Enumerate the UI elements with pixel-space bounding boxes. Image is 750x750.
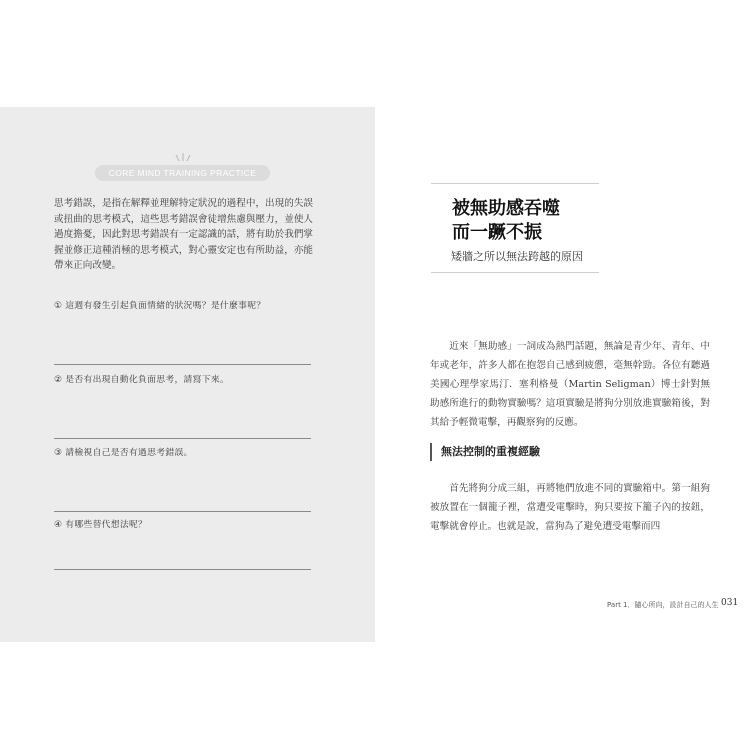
right-page [375, 107, 750, 642]
question-1: ① 這週有發生引起負面情緒的狀況嗎？是什麼事呢？ [54, 301, 266, 311]
question-3: ③ 請檢視自己是否有過思考錯誤。 [54, 448, 193, 458]
book-spread [0, 107, 750, 642]
answer-line-4 [54, 569, 311, 570]
question-4: ④ 有哪些替代想法呢？ [54, 520, 148, 530]
question-2: ② 是否有出現自動化負面思考，請寫下來。 [54, 375, 230, 385]
running-footer: Part 1．隨心所向，設計自己的人生 [607, 601, 719, 609]
title-line-2: 而一蹶不振 [452, 222, 542, 243]
left-page [0, 107, 375, 642]
body-paragraph-1: 近來「無助感」一詞成為熱門話題，無論是青少年、青年、中年或老年，許多人都在抱怨自己感到疲憊，毫無幹勁。各位有聽過美國心理學家馬汀．塞利格曼（Martin Seligman）博士針對無助感所進行的動物實驗嗎？這項實驗是將狗分別放進實驗箱後，對其給予輕微電擊，再觀察狗的反應。 [430, 341, 710, 428]
practice-label: CORE MIND TRAINING PRACTICE [95, 165, 270, 181]
chapter-subtitle: 矮牆之所以無法跨越的原因 [451, 250, 583, 263]
title-rule-top [431, 183, 599, 184]
answer-line-2 [54, 438, 311, 439]
intro-text: 思考錯誤，是指在解釋並理解特定狀況的過程中，出現的失誤或扭曲的思考模式，這些思考錯誤會徒增焦慮與壓力，並使人過度擔憂，因此對思考錯誤有一定認識的話，將有助於我們掌握並修正這種消極的思考模式，對心靈安定也有所助益，亦能帶來正向改變。 [54, 198, 314, 271]
answer-line-1 [54, 364, 311, 365]
title-line-1: 被無助感吞噬 [452, 198, 560, 219]
page-number: 031 [721, 598, 739, 608]
sparkle-icon [171, 152, 195, 164]
body-paragraph-2: 首先將狗分成三組，再將牠們放進不同的實驗箱中。第一組狗被放置在一個籠子裡，當遭受電擊時，狗只要按下籠子內的按鈕，電擊就會停止。也就是說，當狗為了避免遭受電擊而四 [430, 483, 710, 532]
answer-line-3 [54, 511, 311, 512]
title-rule-bottom [431, 272, 599, 273]
chapter-title [452, 197, 622, 245]
section-heading: 無法控制的重複經驗 [430, 443, 540, 461]
